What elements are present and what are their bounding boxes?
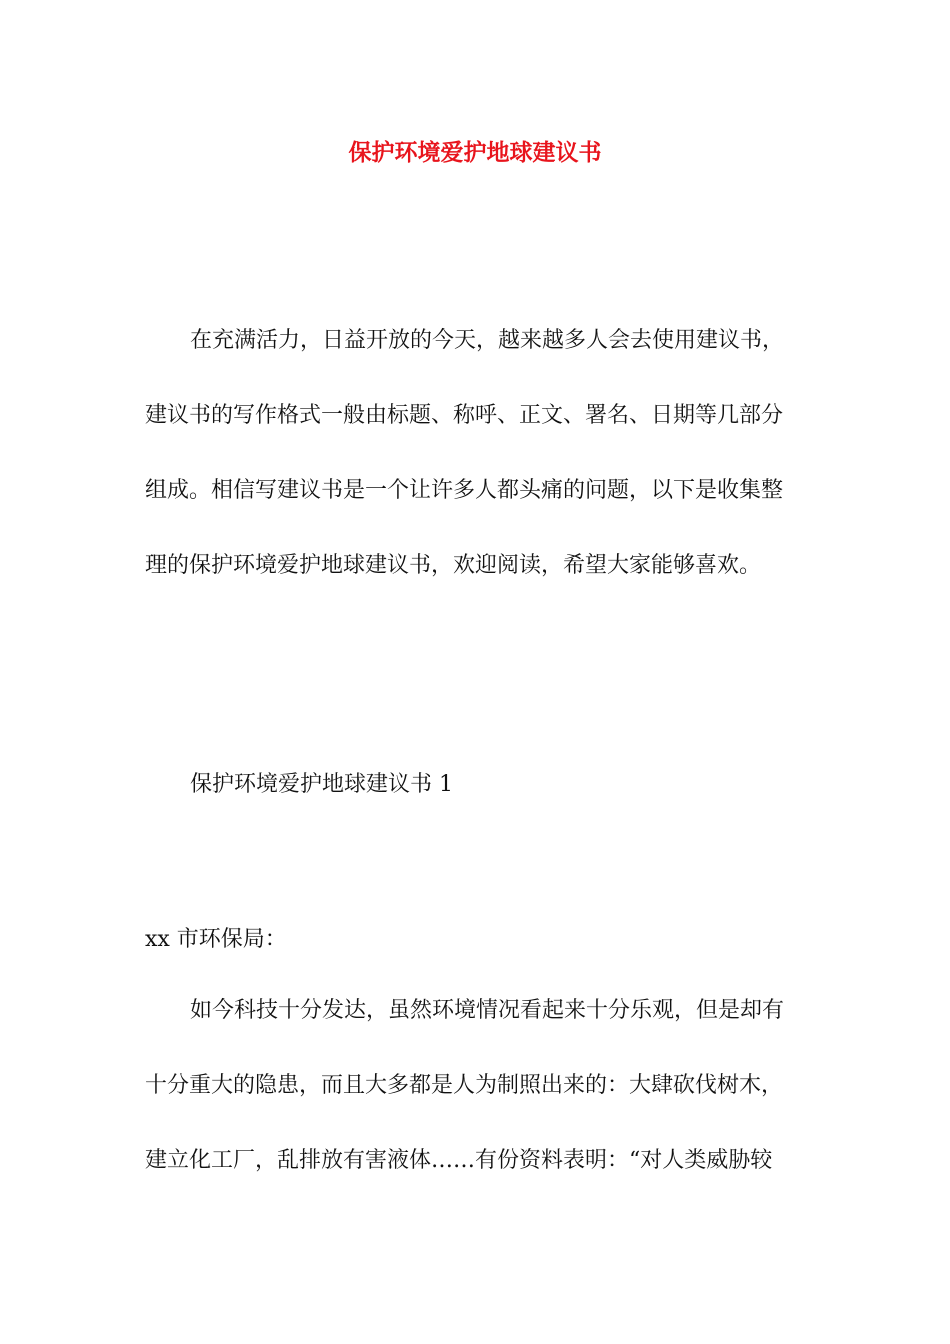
document-title: 保护环境爱护地球建议书 — [348, 140, 602, 166]
body-line: 十分重大的隐患，而且大多都是人为制照出来的：大肆砍伐树木， — [145, 1073, 784, 1098]
intro-line: 组成。相信写建议书是一个让许多人都头痛的问题，以下是收集整 — [145, 478, 784, 503]
intro-line: 在充满活力，日益开放的今天，越来越多人会去使用建议书， — [190, 328, 785, 353]
intro-paragraph — [145, 303, 810, 603]
intro-line: 建议书的写作格式一般由标题、称呼、正文、署名、日期等几部分 — [145, 403, 784, 428]
intro-line: 理的保护环境爱护地球建议书，欢迎阅读，希望大家能够喜欢。 — [145, 553, 762, 578]
body-paragraph — [145, 973, 810, 1198]
section-heading: 保护环境爱护地球建议书 1 — [190, 772, 453, 797]
salutation: xx 市环保局： — [145, 927, 287, 952]
body-line: 如今科技十分发达，虽然环境情况看起来十分乐观，但是却有 — [190, 998, 785, 1023]
body-line: 建立化工厂，乱排放有害液体……有份资料表明：“对人类威胁较 — [145, 1148, 773, 1173]
